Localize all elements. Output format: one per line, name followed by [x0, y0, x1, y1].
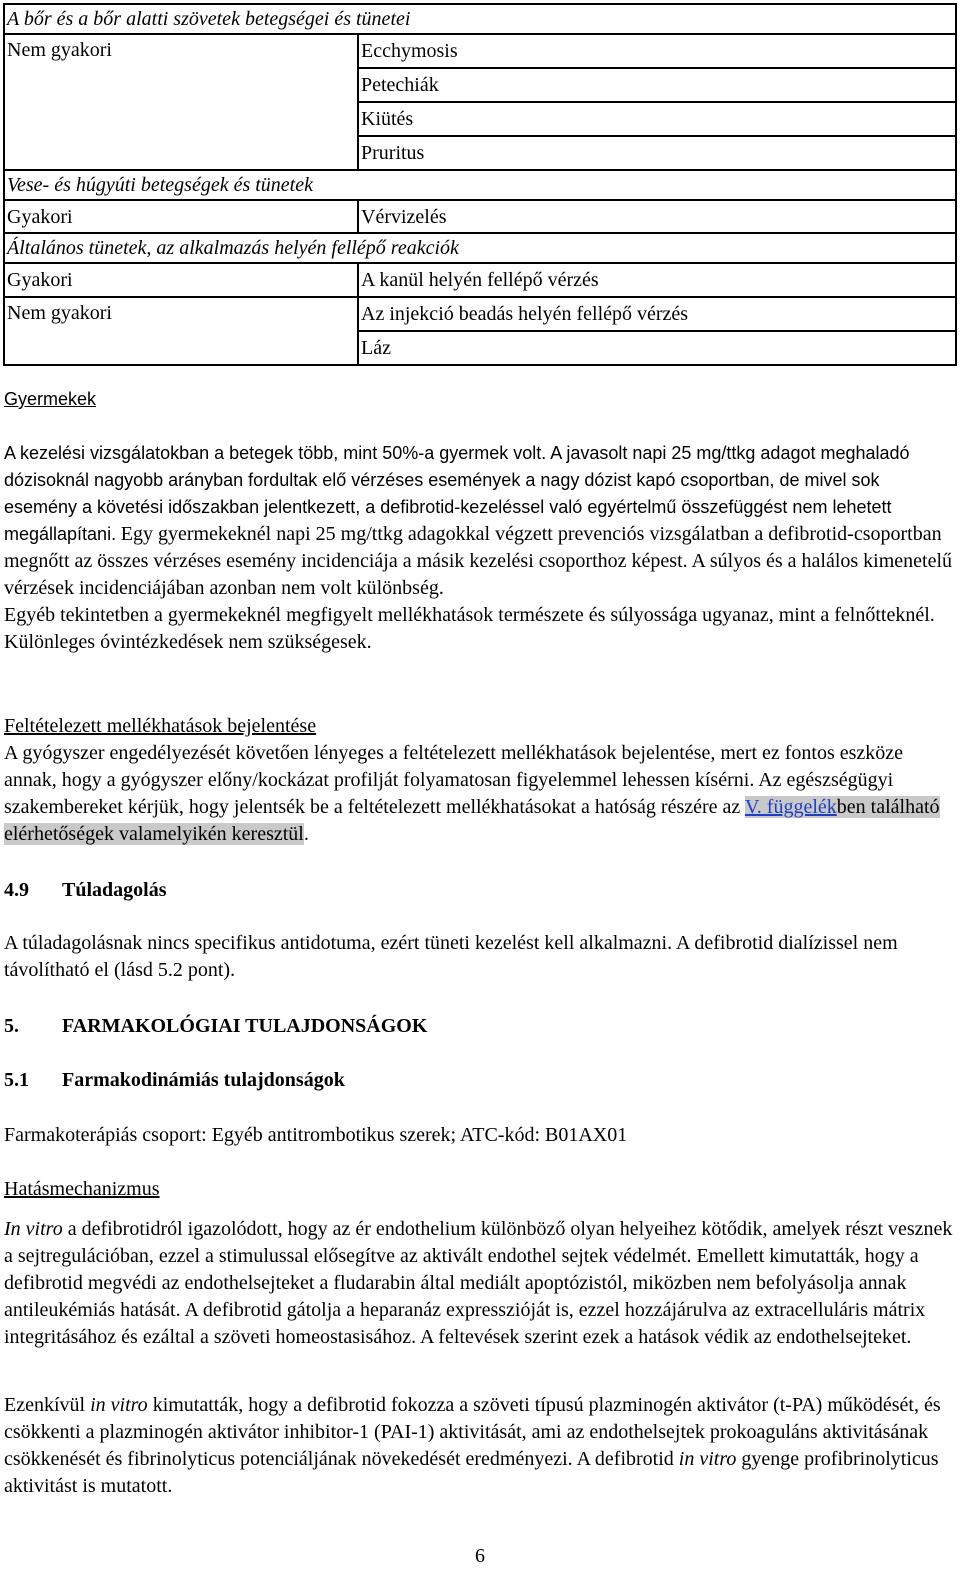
table-section-general: Általános tünetek, az alkalmazás helyén fellépő reakciók	[4, 233, 956, 263]
table-effect: Kiütés	[358, 102, 956, 136]
reporting-text-end: .	[303, 823, 309, 845]
in-vitro-term: In vitro	[4, 1218, 63, 1240]
table-frequency: Gyakori	[4, 200, 358, 233]
section-number: 4.9	[4, 879, 29, 901]
table-frequency: Nem gyakori	[4, 297, 358, 365]
adverse-effects-table	[3, 3, 957, 366]
table-frequency: Nem gyakori	[4, 34, 358, 170]
children-text-2: Egyéb tekintetben a gyermekeknél megfigyelt mellékhatások természete és súlyossága ugyanaz, mint a felnőtteknél. Különleges óvintézkedések nem szükségesek.	[4, 604, 935, 653]
table-effect: Pruritus	[358, 136, 956, 170]
section-number: 5.1	[4, 1069, 29, 1091]
mechanism-text: Ezenkívül	[4, 1394, 91, 1416]
table-effect: A kanül helyén fellépő vérzés	[358, 263, 956, 297]
page-number: 6	[475, 1545, 485, 1567]
reporting-text: A gyógyszer engedélyezését követően lényeges a feltételezett mellékhatások bejelentése, mert ez fontos eszköze annak, hogy a gyógyszer előny/kockázat profilját folyamatosan figyelemmel lehessen kísérni. Az egészségügyi szakembereket kérjük, hogy jelentsék be a feltételezett mellékhatásokat a hatóság részére az	[4, 742, 904, 818]
in-vitro-term: in vitro	[90, 1394, 148, 1416]
mechanism-text: gyenge profibrinolyticus aktivitást is mutatott.	[4, 1448, 939, 1497]
table-section-skin: A bőr és a bőr alatti szövetek betegségei és tünetei	[4, 4, 956, 34]
table-effect: Az injekció beadás helyén fellépő vérzés	[358, 297, 956, 331]
section-number: 5.	[4, 1015, 19, 1037]
children-paragraph	[4, 440, 954, 656]
mechanism-text: a defibrotidról igazolódott, hogy az ér endothelium különböző olyan helyeihez kötődik, amelyek részt vesznek a sejtregulációban, ezzel a stimulussal elősegítve az aktivált endothel sejtek védelmét. Emellett kimutatták, hogy a defibrotid megvédi az endothelsejteket a fludarabin által mediált apoptózistól, miközben nem befolyásolja annak antileukémiás hatását. A defibrotid gátolja a heparanáz expresszióját is, ezzel hozzájárulva az extracelluláris mátrix integritásához és ezáltal a szöveti homeostasisához. A feltevések szerint ezek a hatások védik az endothelsejteket.	[4, 1218, 953, 1348]
table-section-kidney: Vese- és húgyúti betegségek és tünetek	[4, 170, 956, 200]
section-title: Farmakodinámiás tulajdonságok	[62, 1069, 345, 1091]
children-text-serif: Egy gyermekeknél napi 25 mg/ttkg adagokkal végzett prevenciós vizsgálatban a defibrotid-csoportban megnőtt az összes vérzéses esemény incidenciája a másik kezelési csoporthoz képest. A súlyos és a halálos kimenetelű vérzések incidenciájában azonban nem volt különbség.	[4, 523, 953, 599]
section-5-heading	[4, 1013, 954, 1040]
mechanism-paragraph-1	[4, 1216, 954, 1351]
appendix-v-link[interactable]: V. függelék	[744, 796, 837, 818]
mechanism-text: kimutatták, hogy a defibrotid fokozza a szöveti típusú plazminogén aktivátor (t-PA) működését, és csökkenti a plazminogén aktivátor inhibitor-1 (PAI-1) aktivitását, ami az endothelsejtek prokoaguláns aktivitásának csökkenését és fibrinolyticus potenciáljának növekedését eredményezi. A defibrotid	[4, 1394, 941, 1470]
section-title: FARMAKOLÓGIAI TULAJDONSÁGOK	[62, 1015, 428, 1037]
reporting-heading: Feltételezett mellékhatások bejelentése	[4, 715, 317, 737]
section-5-1-heading	[4, 1067, 954, 1094]
reporting-paragraph	[4, 740, 954, 848]
table-effect: Petechiák	[358, 68, 956, 102]
pharmacotherapeutic-group: Farmakoterápiás csoport: Egyéb antitrombotikus szerek; ATC-kód: B01AX01	[4, 1124, 628, 1146]
mechanism-paragraph-2	[4, 1392, 954, 1500]
table-effect: Ecchymosis	[358, 34, 956, 68]
table-effect: Láz	[358, 331, 956, 365]
table-frequency: Gyakori	[4, 263, 358, 297]
in-vitro-term: in vitro	[678, 1448, 737, 1470]
children-text-sans: A kezelési vizsgálatokban a betegek több, mint 50%-a gyermek volt. A javasolt napi 25 mg/ttkg adagot meghaladó dózisoknál nagyobb arányban fordultak elő vérzéses események a nagy dózist kapó csoportban, de mivel sok esemény a követési időszakban jelentkezett, a defibrotid-kezeléssel való egyértelmű összefüggést nem lehetett megállapítani.	[4, 443, 910, 544]
table-effect: Vérvizelés	[358, 200, 956, 233]
reporting-text-highlighted: ben található elérhetőségek valamelyikén keresztül	[4, 796, 940, 845]
section-title: Túladagolás	[62, 879, 167, 901]
mechanism-heading: Hatásmechanizmus	[4, 1178, 160, 1200]
section-4-9-heading	[4, 877, 954, 904]
overdose-paragraph: A túladagolásnak nincs specifikus antidotuma, ezért tüneti kezelést kell alkalmazni. A defibrotid dialízissel nem távolítható el (lásd 5.2 pont).	[4, 932, 898, 981]
children-heading: Gyermekek	[4, 389, 97, 409]
